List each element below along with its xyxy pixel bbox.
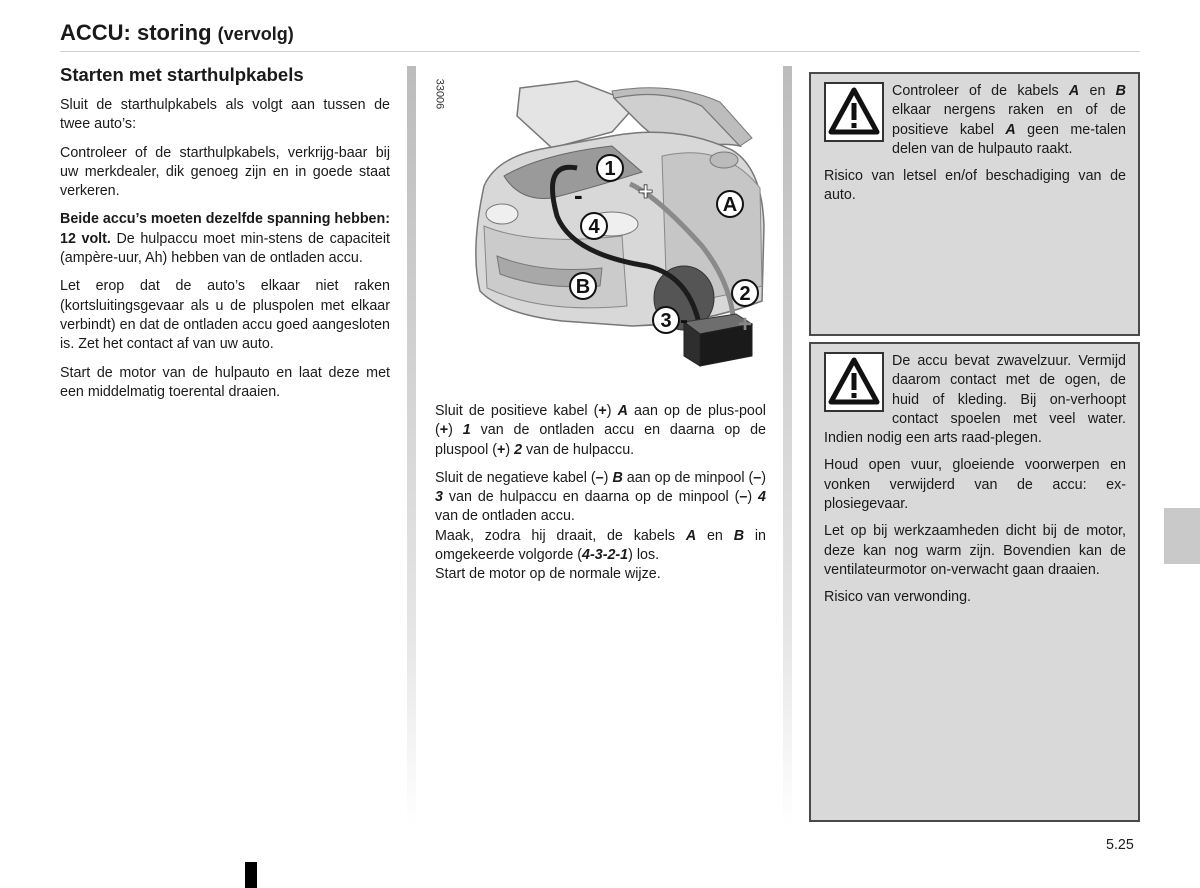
figure-code-text: 33006 (433, 78, 446, 110)
polarity-sign: – (739, 489, 748, 506)
instruction-positive-cable (435, 402, 766, 460)
text-run: ) (603, 469, 613, 486)
warning-engine-text: Let op bij werkzaamheden dicht bij de motor, deze kan nog warm zijn. Bovendien kan de ventilateurmotor on-verwacht gaan draaien. (824, 523, 1126, 578)
chapter-side-tab (1164, 508, 1200, 564)
label-circle-2 (732, 280, 758, 306)
polarity-sign: – (753, 469, 762, 486)
minus-sign-discharged: - (574, 180, 583, 210)
warning-triangle-icon (824, 352, 884, 412)
text-run: Maak, zodra hij draait, de kabels (435, 527, 686, 544)
reference-label: A (1068, 83, 1080, 99)
column-divider-right (783, 66, 792, 826)
text-run: van de ontladen accu en daarna op de pluspool ( (435, 422, 767, 458)
warning-triangle-icon (824, 82, 884, 142)
text-run: en (1079, 83, 1116, 99)
label-circle-b (570, 273, 596, 299)
reference-label: A (1005, 121, 1016, 138)
label-circle-3 (653, 307, 679, 333)
reference-label: A (617, 403, 628, 419)
plus-sign-discharged: + (638, 176, 654, 206)
polarity-sign: + (598, 403, 607, 419)
reference-label: 4 (758, 489, 766, 506)
title-divider (60, 51, 1140, 52)
mirror (710, 152, 738, 168)
voltage-bold: Beide accu’s moeten dezelfde spanning hebben: 12 volt. (60, 211, 390, 247)
svg-text:A: A (722, 194, 738, 216)
text-run: Controleer of de kabels (892, 83, 1069, 99)
plus-sign-helper: + (738, 311, 753, 338)
text-run: elkaar nergens raken en of de positieve kabel (892, 102, 1126, 138)
text-run: Sluit de negatieve kabel ( (435, 469, 596, 486)
text-run: ) los. (628, 547, 660, 564)
text-run: ) (606, 403, 618, 419)
text-run: van de hulpaccu en daarna op de minpool ( (442, 489, 740, 506)
label-circle-4 (581, 213, 607, 239)
text-run: van de ontladen accu. (435, 508, 575, 525)
text-run: Start de motor op de normale wijze. (435, 566, 661, 583)
crop-mark (245, 862, 257, 888)
svg-text:3: 3 (660, 310, 672, 332)
paragraph-start-helper: Start de motor van de hulpauto en laat deze met een middelmatig toerental draaien. (60, 364, 390, 400)
text-run: en (696, 527, 734, 544)
section-heading: Starten met starthulpkabels (60, 64, 304, 85)
text-run: ) (761, 469, 767, 486)
paragraph-cables: Controleer of de starthulpkabels, verkrijg-baar bij uw merkdealer, dik genoeg zijn en in goede staat verkeren. (60, 144, 390, 200)
text-run: ) (448, 422, 463, 439)
minus-sign-helper: - (680, 307, 688, 334)
polarity-sign: + (497, 441, 506, 458)
text-run: in omgekeerde volgorde ( (435, 527, 766, 564)
label-circle-a (717, 191, 743, 217)
headlight-left (486, 204, 518, 224)
text-run: ) (747, 489, 759, 506)
warning-box-cables (809, 72, 1140, 336)
reference-label: B (733, 527, 745, 544)
reference-label: 4-3-2-1 (582, 547, 629, 564)
middle-column (435, 402, 766, 594)
polarity-sign: + (439, 422, 449, 439)
reference-label: 1 (462, 422, 471, 439)
text-run: aan op de plus-pool ( (435, 403, 766, 439)
warning-acid-text: De accu bevat zwavelzuur. Vermijd daarom contact met de ogen, de huid of kleding. Bij on-verhoopt contact spoelen met veel water. Indien nodig een arts raad-plegen. (824, 353, 1126, 447)
svg-text:4: 4 (588, 216, 600, 238)
text-run: van de hulpaccu. (522, 441, 635, 458)
label-circle-1 (597, 155, 623, 181)
warning-box-acid (809, 342, 1140, 822)
reference-label: A (685, 527, 697, 544)
text-run: aan op de minpool ( (622, 469, 754, 486)
instruction-negative-cable (435, 469, 766, 585)
svg-text:1: 1 (604, 158, 616, 180)
reference-label: B (612, 469, 623, 486)
warning-cables-risk: Risico van letsel en/of beschadiging van de auto. (824, 168, 1126, 204)
left-column (60, 62, 390, 411)
reference-label: 2 (514, 441, 523, 458)
reference-label: B (1115, 83, 1126, 99)
warning-injury-text: Risico van verwonding. (824, 589, 972, 606)
column-divider-left (407, 66, 416, 826)
text-run: geen me-talen delen van de hulpauto raakt. (892, 121, 1126, 157)
voltage-rest: De hulpaccu moet min-stens de capaciteit (ampère-uur, Ah) hebben van de ontladen accu. (60, 230, 390, 267)
page-title-suffix: (vervolg) (217, 24, 294, 44)
page-number: 5.25 (1106, 837, 1134, 853)
text-run: ) (505, 441, 515, 458)
warning-fire-text: Houd open vuur, gloeiende voorwerpen en vonken verwijderd van de accu: ex-plosiegevaar. (824, 457, 1126, 513)
svg-text:2: 2 (739, 283, 751, 305)
reference-label: 3 (435, 489, 443, 506)
paragraph-voltage (60, 210, 390, 268)
paragraph-contact: Let erop dat de auto’s elkaar niet raken (kortsluitingsgevaar als u de pluspolen met elkaar verbindt) en dat de ontladen accu goed aangesloten is. Zet het contact af van uw auto. (60, 278, 390, 353)
svg-text:B: B (575, 276, 591, 298)
polarity-sign: – (595, 469, 604, 486)
page-title-main: ACCU: storing (60, 20, 212, 45)
paragraph-intro: Sluit de starthulpkabels als volgt aan tussen de twee auto’s: (60, 97, 390, 133)
page-title (60, 20, 294, 46)
text-run: Sluit de positieve kabel ( (435, 403, 599, 419)
jump-start-illustration (462, 76, 768, 376)
figure-code (433, 76, 456, 116)
